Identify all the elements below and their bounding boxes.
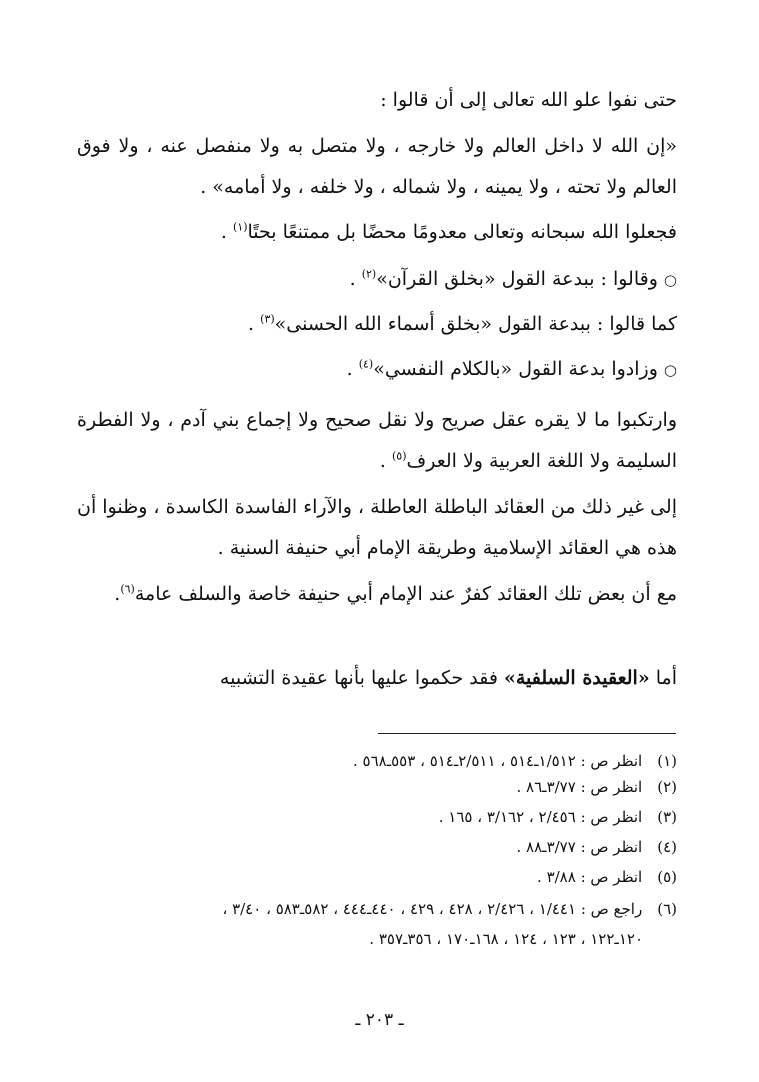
emphasis-salafi-creed: «العقيدة السلفية»	[503, 667, 650, 689]
footnote-ref-2[interactable]: (٢)	[361, 267, 377, 281]
footnote-5: (٥) انظر ص : ٣/٨٨ .	[537, 868, 677, 886]
footnote-3: (٣) انظر ص : ٢/٤٥٦ ، ٣/١٦٢ ، ١٦٥ .	[438, 808, 677, 826]
paragraph-9: مع أن بعض تلك العقائد كفرٌ عند الإمام أبي حنيفة خاصة والسلف عامة$^{(٦)}$.	[114, 582, 677, 605]
footnote-2: (٢) انظر ص : ٣/٧٧ـ٨٦ .	[516, 778, 677, 796]
paragraph-3: فجعلوا الله سبحانه وتعالى معدومًا محضًا بل ممتنعًا بحتًا$^{(١)}$ .	[220, 220, 677, 243]
page-number: ـ ٢٠٣ ـ	[355, 1010, 404, 1030]
paragraph-1: حتى نفوا علو الله تعالى إلى أن قالوا :	[380, 89, 677, 111]
footnote-4: (٤) انظر ص : ٣/٧٧ـ٨٨ .	[516, 838, 677, 856]
paragraph-5: كما قالوا : ببدعة القول «بخلق أسماء الله الحسنى»$^{(٣)}$ .	[248, 312, 677, 335]
footnote-6: (٦) راجع ص : ١/٤٤١ ، ٢/٤٢٦ ، ٤٢٨ ، ٤٢٩ ، ٤٤٠ـ٤٤٤ ، ٥٨٢ـ٥٨٣ ، ٣/٤٠ ،	[222, 900, 677, 918]
paragraph-7: وارتكبوا ما لا يقره عقل صريح ولا نقل صحيح ولا إجماع بني آدم ، ولا الفطرة السليمة ولا اللغة العربية ولا العرف$^{(٥)}$ .	[77, 409, 677, 472]
footnote-ref-4[interactable]: (٤)	[358, 357, 374, 371]
bullet-circle-icon: ○	[663, 361, 677, 379]
footnote-ref-3[interactable]: (٣)	[260, 312, 275, 326]
paragraph-2-quote: «إن الله لا داخل العالم ولا خارجه ، ولا متصل به ولا منفصل عنه ، ولا فوق العالم ولا تحته ، ولا يمينه ، ولا شماله ، ولا خلفه ، ولا أمامه» .	[77, 135, 677, 198]
paragraph-6-bullet: ○وزادوا بدعة القول «بالكلام النفسي»$^{(٤)}$ .	[346, 357, 677, 380]
footnote-1: (١) انظر ص : ١/٥١٢ـ٥١٤ ، ٢/٥١١ـ٥١٤ ، ٥٥٣ـ٥٦٨ .	[353, 752, 677, 770]
bullet-circle-icon: ○	[663, 271, 677, 289]
footnote-separator	[378, 733, 676, 734]
paragraph-4-bullet: ○وقالوا : ببدعة القول «بخلق القرآن»$^{(٢)}$ .	[349, 267, 677, 290]
paragraph-10: أما «العقيدة السلفية» فقد حكموا عليها بأنها عقيدة التشبيه	[219, 667, 677, 689]
paragraph-8: إلى غير ذلك من العقائد الباطلة العاطلة ، والآراء الفاسدة الكاسدة ، وظنوا أن هذه هي العقائد الإسلامية وطريقة الإمام أبي حنيفة السنية .	[77, 496, 677, 559]
footnote-ref-6[interactable]: (٦)	[120, 582, 135, 596]
footnote-ref-5[interactable]: (٥)	[392, 449, 407, 463]
footnote-ref-1[interactable]: (١)	[232, 220, 248, 234]
footnote-6-continuation: ١٢٠ـ١٢٢ ، ١٢٣ ، ١٢٤ ، ١٦٨ـ١٧٠ ، ٣٥٦ـ٣٥٧ .	[369, 930, 643, 948]
